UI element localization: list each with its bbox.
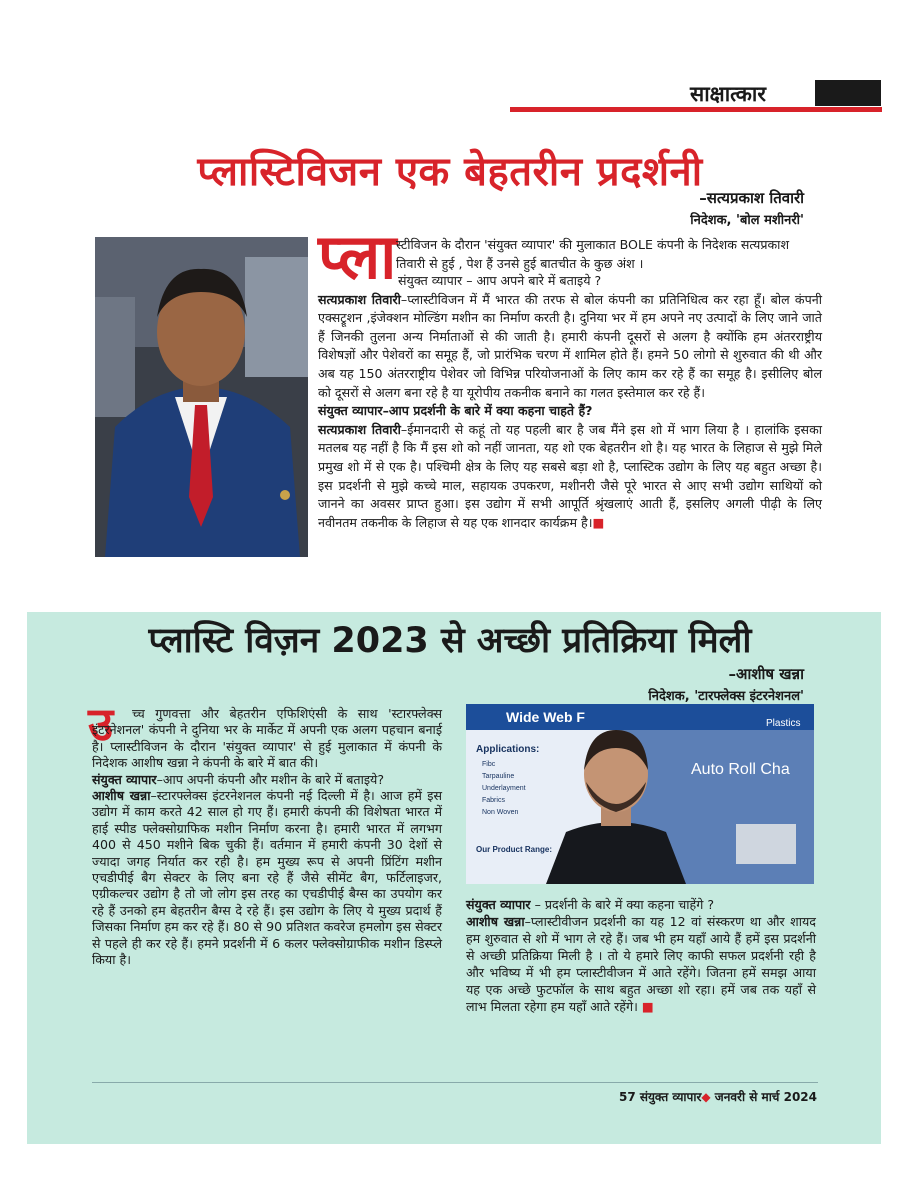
article2-intro: च्च गुणवत्ता और बेहतरीन एफिशिएंसी के साथ 'स्टारफ्लेक्स इंटरनेशनल' कंपनी ने दुनिया भर के मार्केट में अपनी एक अलग पहचान बनाई है। प्लास्टीविजन के दौरान 'संयुक्त व्यापार' से हुई मुलाकात में कंपनी के निदेशक आशीष खन्ना ने कंपनी के बारे में बात की। <box>92 706 442 771</box>
footer-date: जनवरी से मार्च 2024 <box>714 1090 817 1104</box>
photo-brand-top: Wide Web F <box>506 709 585 725</box>
article1-title: प्लास्टिविजन एक बेहतरीन प्रदर्शनी <box>197 149 703 195</box>
article2-a1-text: –स्टारफ्लेक्स इंटरनेशनल कंपनी नई दिल्ली में है। आज हमें इस उद्योग में काम करते 42 साल हो गए हैं। हमारी कंपनी की विशेषता भारत में हाई स्पीड फ्लेक्सोग्राफिक मशीन निर्माण करना है। हमारी भारत में लगभग 400 से 450 मशीने बिक चुकी हैं। वर्तमान में हमारी कंपनी 30 देशों से ज्यादा जगह निर्यात कर रही है। हम मुख्य रूप से अपनी प्रिंटिंग मशीन एचडीपीई बैग सेक्टर के लिए बना रहे हैं जैसे सीमेंट बैग, फर्टिलाइजर, एग्रीकल्चर उद्योग है तो जो लोग इस तरह का एचडीपीई बैग्स का उपयोग कर रहे हैं उनको हम बेहतरीन बैग्स दे रहे हैं। इस उद्योग के लिए ये मुख्य प्रदार्थ हैं जिसका निर्माण हम कर रहे हैं। 80 से 90 प्रतिशत कवरेज हमलोग इस सेक्टर से पहले ही कर रहे हैं। हमने प्रदर्शनी में 6 कलर फ्लेक्सोग्राफीक मशीन डिस्प्ले किया है। <box>92 788 442 968</box>
photo-brand-right: Plastics <box>766 718 801 729</box>
photo-application-4: Non Woven <box>482 809 519 816</box>
article1-portrait-photo <box>95 237 308 557</box>
photo-applications-heading: Applications: <box>476 744 540 755</box>
article2-q2-text: – प्रदर्शनी के बारे में क्या कहना चाहेंगे ? <box>530 897 715 912</box>
article1-q2: संयुक्त व्यापार–आप प्रदर्शनी के बारे में क्या कहना चाहते हैं? <box>318 403 593 419</box>
footer-rule <box>92 1082 818 1083</box>
article2-a1-speaker: आशीष खन्ना <box>92 788 151 804</box>
section-black-bar <box>815 80 881 106</box>
article2-a2-speaker: आशीष खन्ना <box>466 914 525 929</box>
article1-a2 <box>318 421 822 533</box>
page-footer <box>619 1088 817 1105</box>
article2-q1 <box>92 772 442 788</box>
article2-role: निदेशक, 'टारफ्लेक्स इंटरनेशनल' <box>648 689 804 704</box>
article2-a2-text: –प्लास्टीवीजन प्रदर्शनी का यह 12 वां संस्करण था और शायद हम शुरुवात से शो में भाग ले रहे हैं। जब भी हम यहाँ आये हैं हमें इस प्रदर्शनी से अच्छी प्रतिक्रिया मिली है । तो ये हमारे लिए काफी सफल प्रदर्शनी रही है और भविष्य में भी हम प्लास्टीवीजन में आते रहेंगे। जितना हमें समझ आया यह एक अच्छे फुटफॉल के साथ बहुत अच्छा शो रहा। हमें जब तक यहाँ से लाभ मिलता रहेगा हम यहाँ आते रहेंगे। <box>466 914 816 1014</box>
section-label: साक्षात्कार <box>690 82 766 106</box>
article2-end-mark: ■ <box>641 999 654 1014</box>
article2-q2-label: संयुक्त व्यापार <box>466 897 531 912</box>
photo-application-2: Underlayment <box>482 785 526 792</box>
article1-role: निदेशक, 'बोल मशीनरी' <box>690 213 804 228</box>
article1-dropcap: प्ला <box>318 220 397 293</box>
photo-roll-text: Auto Roll Cha <box>691 761 790 778</box>
article1-author: –सत्यप्रकाश तिवारी <box>699 189 804 207</box>
article1-intro: स्टीविजन के दौरान 'संयुक्त व्यापार' की मुलाकात BOLE कंपनी के निदेशक सत्यप्रकाश तिवारी से हुई , पेश हैं उनसे हुई बातचीत के कुछ अंश । <box>396 237 790 271</box>
article1-a1-text: –प्लास्टीविजन में मैं भारत की तरफ से बोल कंपनी का प्रतिनिधित्व कर रहा हूँ। बोल कंपनी एक्सट्रूशन ,इंजेक्शन मोल्डिंग मशीन का निर्माण करती है। दुनिया भर में हम अपने नए उत्पादों के लिए जाने जाते हैं जिनकी तुलना अन्य निर्माताओं से की जाती है। हमारी कंपनी दूसरों से अलग है क्योंकि हम अंतरराष्ट्रीय विशेषज्ञों और पेशेवरों का समूह हैं, जो प्रारंभिक चरण में शामिल होते हैं। हमने 50 लोगो से शुरुवात की थी और अब यह 150 अंतरराष्ट्रीय पेशेवर जो विभिन्न परियोजनाओं के लिए काम कर रहे हैं का समूह है। इसीलिए बोल को दूसरों से अलग बना रहे है या यूरोपीय तकनीक बनाने का गलत इस्तेमाल कर रहे हैं। <box>318 291 822 400</box>
article2-right-column <box>466 896 816 1015</box>
article1-a2-text: –ईमानदारी से कहूं तो यह पहली बार है जब मैंने इस शो में भाग लिया है । हालांकि इसका मतलब यह नहीं है कि मैं इस शो को नहीं जानता, यह शो एक बेहतरीन शो है। यह भारत के लिहाज से मुझे मिले प्रमुख शो में से एक है। पश्चिमी क्षेत्र के लिए यह सबसे बड़ा शो है, प्लास्टिक उद्योग के लिए यह बहुत अच्छा है। इस प्रदर्शनी से मुझे कच्चे माल, सहायक उपकरण, मशीनरी जैसे पूरे भारत से आए सभी उद्योग साथियों को जानने का अवसर प्राप्त हुआ। इस उद्योग में सभी आपूर्ति श्रृंखलाएं आती हैं, इसलिए अगली पीढ़ी के लिए नवीनतम तकनीक के लिहाज से यह एक शानदार कार्यक्रम है। <box>318 421 823 530</box>
footer-page: 57 संयुक्त व्यापार <box>618 1090 702 1104</box>
section-red-rule <box>510 107 882 112</box>
article2-a2 <box>466 913 816 1015</box>
photo-application-0: Fibc <box>482 761 496 768</box>
article1-q1: संयुक्त व्यापार – आप अपने बारे में बताइये ? <box>398 273 602 288</box>
article1-a2-speaker: सत्यप्रकाश तिवारी <box>318 421 401 437</box>
article1-a1 <box>318 291 822 403</box>
article1-body <box>318 272 822 532</box>
article1-a1-speaker: सत्यप्रकाश तिवारी <box>318 291 401 307</box>
article2-author: –आशीष खन्ना <box>728 665 804 683</box>
article2-left-column <box>92 706 442 969</box>
diamond-icon: ◆ <box>701 1090 711 1104</box>
photo-product-heading: Our Product Range: <box>476 845 553 854</box>
article2-interview-photo <box>466 704 814 884</box>
photo-application-3: Fabrics <box>482 797 505 804</box>
article2-q2 <box>466 896 816 913</box>
article2-a1 <box>92 788 442 968</box>
article2-q1-text: –आप अपनी कंपनी और मशीन के बारे में बताइये? <box>156 771 385 787</box>
article2-title: प्लास्टि विज़न 2023 से अच्छी प्रतिक्रिया मिली <box>148 621 752 661</box>
article2-dropcap: उ <box>88 697 114 751</box>
article2-q1-label: संयुक्त व्यापार <box>92 771 157 787</box>
article1-end-mark: ■ <box>592 514 605 530</box>
photo-application-1: Tarpauline <box>482 773 515 780</box>
